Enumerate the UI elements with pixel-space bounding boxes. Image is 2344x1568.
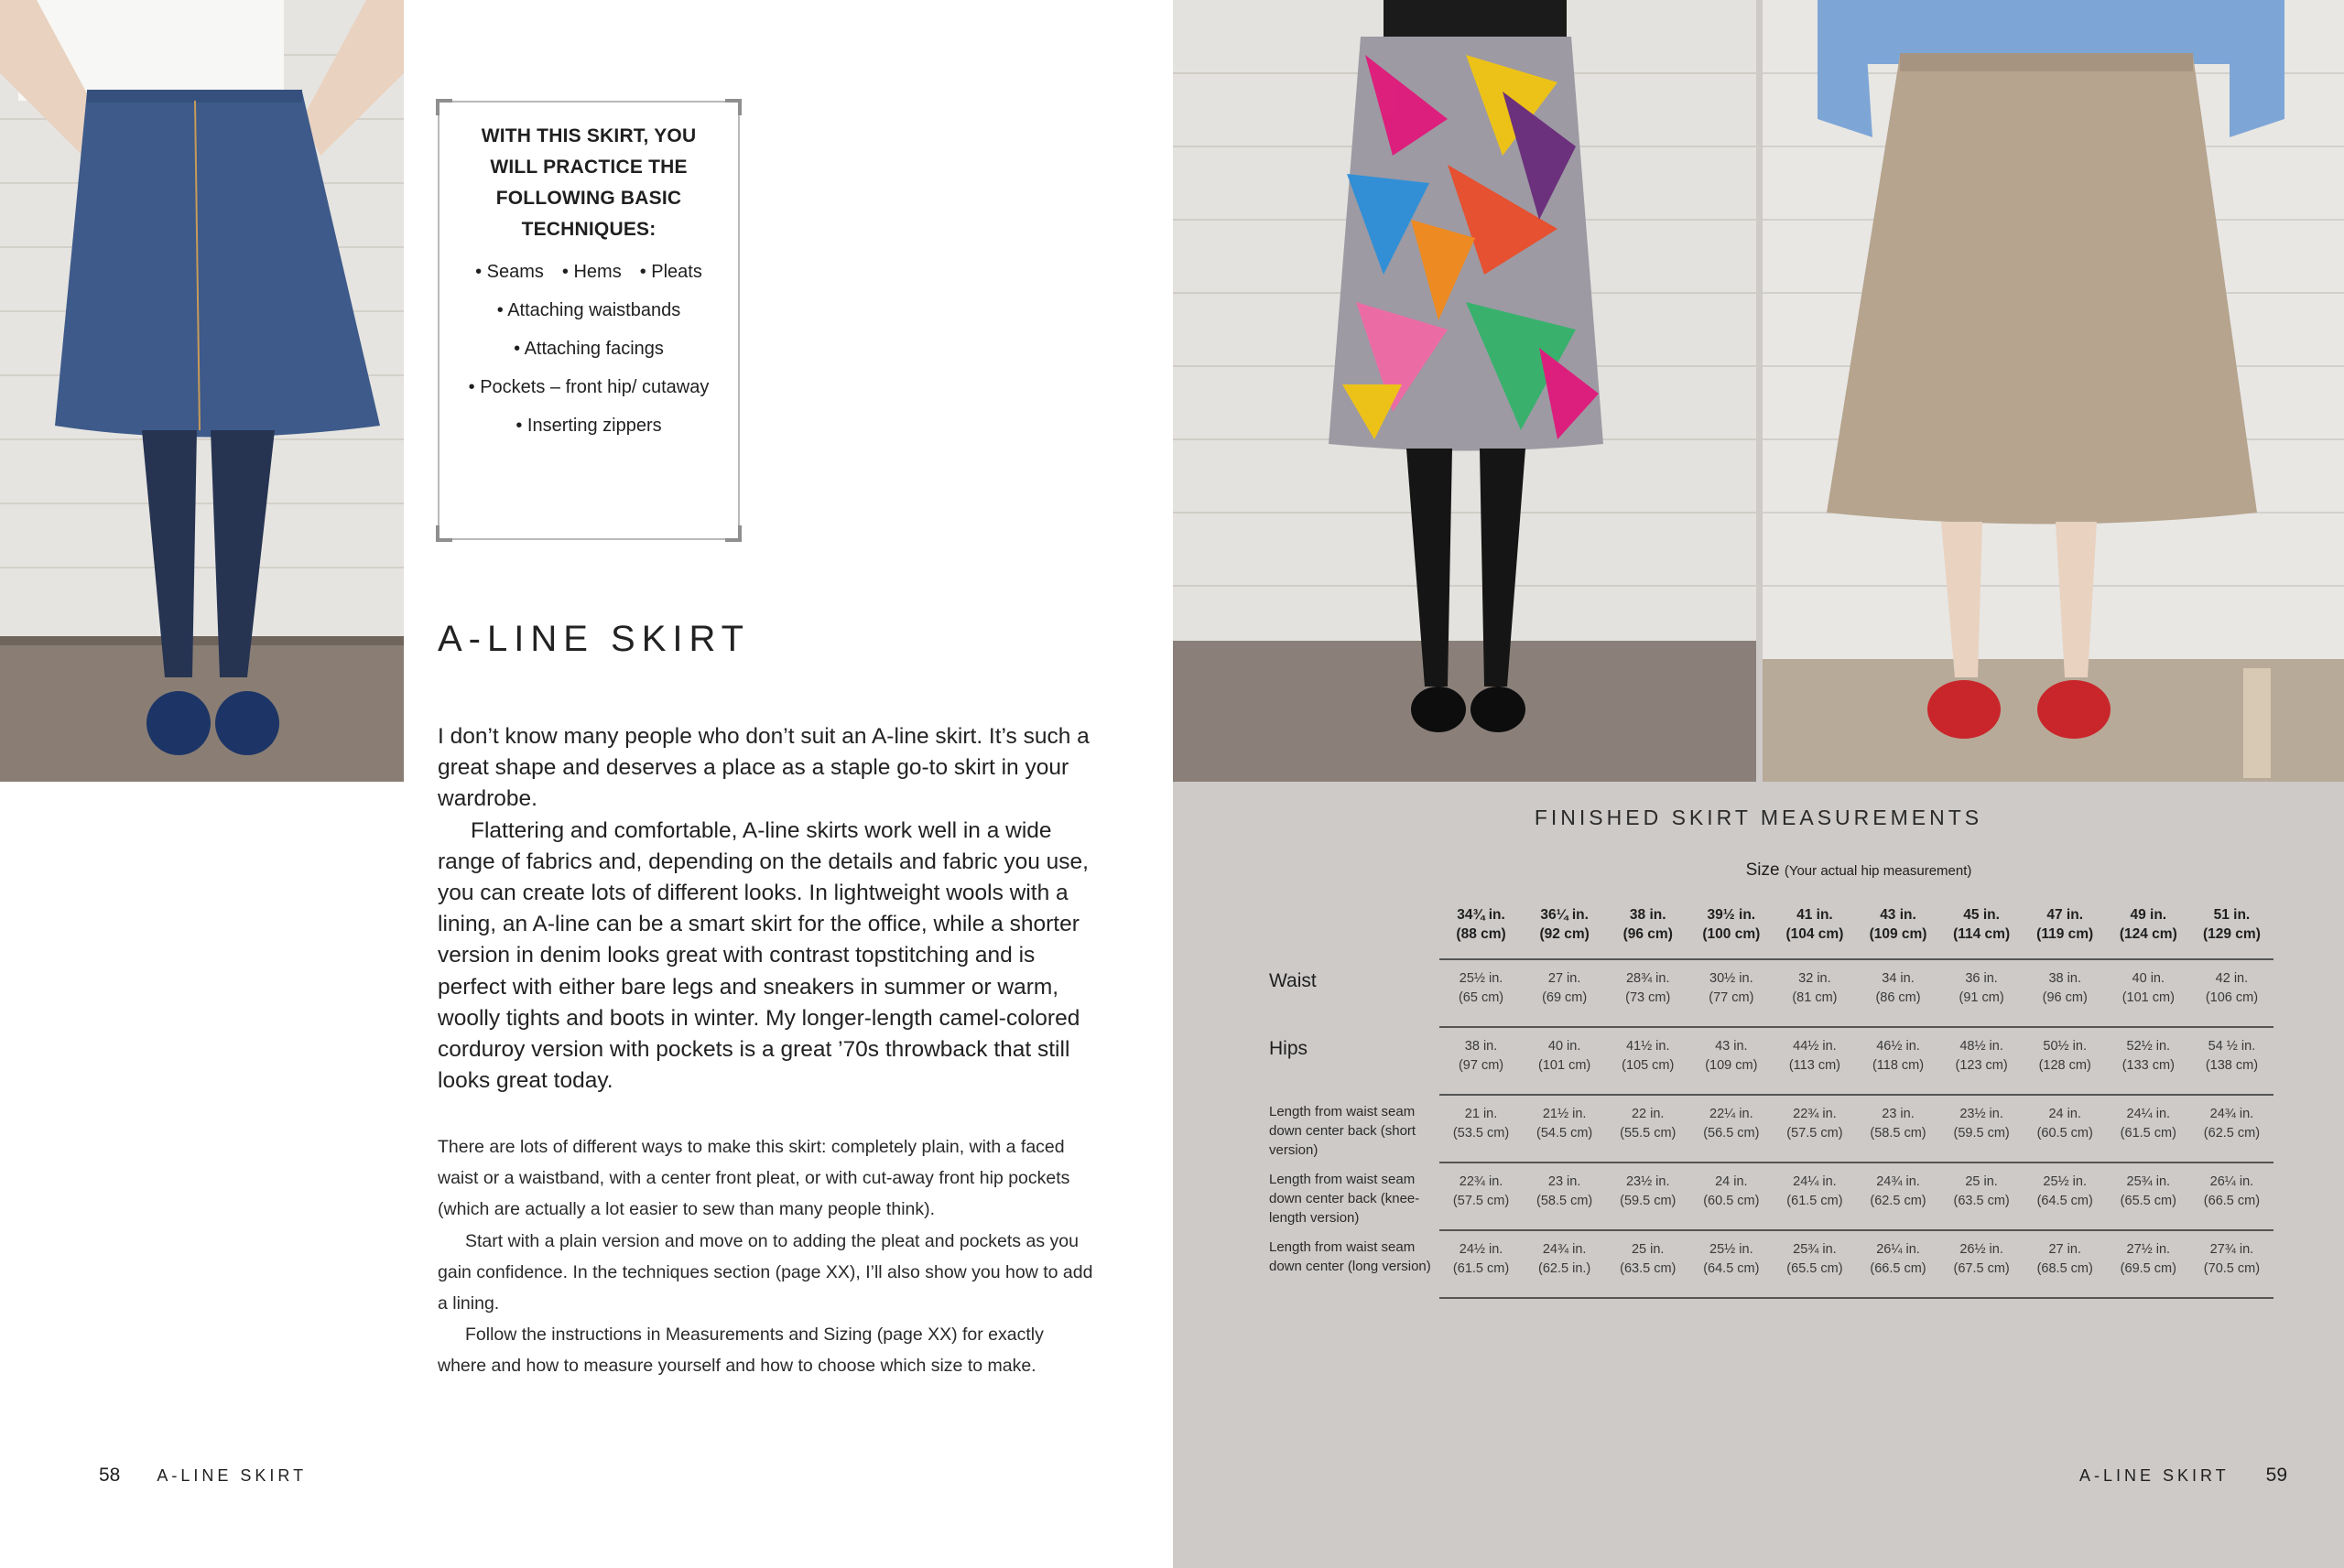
row-label: Length from waist seam down center back (knee-length version) [1269, 1172, 1420, 1226]
measurement-value: 40 in. [2132, 971, 2165, 986]
measurement-cell [1523, 1095, 1606, 1162]
size-column-header [1439, 902, 1523, 959]
row-label: Length from waist seam down center back (short version) [1269, 1104, 1416, 1158]
measurement-value: 54 ½ in. [2208, 1039, 2256, 1054]
measurement-cell [1689, 1230, 1773, 1298]
size-column-header [2024, 902, 2107, 959]
size-value: 51 in. [2213, 907, 2251, 923]
measurement-cell [2107, 1230, 2190, 1298]
measurement-value: 24¼ in. [2126, 1107, 2171, 1121]
measurement-value: 34 in. [1882, 971, 1915, 986]
measurement-cell [2024, 1230, 2107, 1298]
callout-title: WITH THIS SKIRT, YOU WILL PRACTICE THE FOLLOWING BASIC TECHNIQUES: [481, 125, 697, 240]
measurement-value: (105 cm) [1622, 1058, 1675, 1073]
size-column-header [1606, 902, 1689, 959]
measurement-value: 26¼ in. [1876, 1242, 1920, 1257]
measurement-value: 25¾ in. [2126, 1174, 2171, 1189]
measurement-value: 43 in. [1715, 1039, 1748, 1054]
measurement-cell [1856, 959, 1939, 1027]
measurement-value: (106 cm) [2205, 990, 2259, 1005]
size-value: (109 cm) [1869, 926, 1927, 942]
measurement-value: 22 in. [1631, 1107, 1665, 1121]
measurement-value: (59.5 cm) [1953, 1126, 2010, 1141]
size-column-header [1856, 902, 1939, 959]
table-row [1268, 1027, 2273, 1095]
list-item: • Attaching facings [514, 339, 664, 359]
page-number: 58 [99, 1465, 121, 1486]
technique-pleats: • Pleats [639, 262, 702, 282]
measurement-value: (55.5 cm) [1620, 1126, 1677, 1141]
measurement-cell [1773, 1230, 1856, 1298]
body-paragraph: There are lots of different ways to make this skirt: completely plain, with a faced waist or a waistband, with a center front pleat, or with cut-away front hip pockets (which are actually a lot easier to sew than many people think). [438, 1137, 1070, 1220]
measurement-value: 24¼ in. [1793, 1174, 1837, 1189]
measurement-value: 27½ in. [2126, 1242, 2171, 1257]
measurement-value: (58.5 cm) [1536, 1194, 1593, 1208]
measurement-value: (70.5 cm) [2203, 1261, 2261, 1276]
measurement-cell [1773, 959, 1856, 1027]
measurement-cell [2024, 1162, 2107, 1230]
measurement-value: 26¼ in. [2209, 1174, 2254, 1189]
measurement-value: 27 in. [1547, 971, 1581, 986]
measurement-value: (133 cm) [2122, 1058, 2175, 1073]
measurement-value: 50½ in. [2043, 1039, 2087, 1054]
left-folio [99, 1465, 307, 1487]
measurement-cell [1523, 959, 1606, 1027]
measurement-value: (60.5 cm) [2036, 1126, 2093, 1141]
measurement-value: 23½ in. [1625, 1174, 1670, 1189]
measurement-value: 25 in. [1965, 1174, 1998, 1189]
measurement-value: 44½ in. [1793, 1039, 1837, 1054]
size-value: 47 in. [2046, 907, 2084, 923]
measurement-value: (68.5 cm) [2036, 1261, 2093, 1276]
corner-mark [725, 99, 742, 115]
measurement-cell [1856, 1230, 1939, 1298]
table-row [1268, 1230, 2273, 1298]
measurement-cell [1523, 1162, 1606, 1230]
size-note: (Your actual hip measurement) [1784, 863, 1972, 879]
size-value: (92 cm) [1539, 926, 1590, 942]
measurement-value: (69.5 cm) [2120, 1261, 2176, 1276]
measurement-value: (138 cm) [2205, 1058, 2259, 1073]
measurement-value: 25½ in. [1459, 971, 1503, 986]
measurement-value: (61.5 cm) [1452, 1261, 1510, 1276]
technique-hems: • Hems [561, 262, 622, 282]
size-column-header [1773, 902, 1856, 959]
list-item: • Attaching waistbands [496, 300, 681, 320]
measurement-cell [1773, 1162, 1856, 1230]
table-row [1268, 959, 2273, 1027]
measurement-value: (58.5 cm) [1870, 1126, 1926, 1141]
measurement-cell [1606, 1162, 1689, 1230]
right-folio [2079, 1465, 2287, 1487]
measurement-value: (53.5 cm) [1452, 1126, 1510, 1141]
size-value: (114 cm) [1953, 926, 2011, 942]
measurement-cell [1606, 959, 1689, 1027]
measurement-cell [1856, 1095, 1939, 1162]
measurement-cell [2024, 1027, 2107, 1095]
table-row [1268, 1162, 2273, 1230]
running-head: A-LINE SKIRT [2078, 1466, 2230, 1485]
size-value: (96 cm) [1622, 926, 1673, 942]
measurement-value: 24 in. [1715, 1174, 1748, 1189]
measurement-value: 41½ in. [1625, 1039, 1670, 1054]
measurement-cell [2107, 959, 2190, 1027]
measurement-value: (91 cm) [1959, 990, 2004, 1005]
size-value: 39½ in. [1707, 907, 1756, 923]
measurement-value: 22¾ in. [1459, 1174, 1503, 1189]
measurement-cell [1940, 1162, 2024, 1230]
table-title: FINISHED SKIRT MEASUREMENTS [1534, 806, 1983, 829]
measurement-value: 22¾ in. [1793, 1107, 1837, 1121]
measurement-cell [1439, 959, 1523, 1027]
measurement-cell [1773, 1095, 1856, 1162]
measurement-value: (57.5 cm) [1452, 1194, 1510, 1208]
measurement-value: (61.5 cm) [1786, 1194, 1843, 1208]
measurement-value: 24¾ in. [2209, 1107, 2254, 1121]
measurement-cell [1689, 959, 1773, 1027]
camel-skirt-photo [1763, 0, 2344, 782]
body-paragraph: Start with a plain version and move on to adding the pleat and pockets as you gain confidence. In the techniques section (page XX), I’ll also show you how to add a lining. [438, 1230, 1093, 1314]
list-item: • Pockets – front hip/ cutaway [468, 377, 710, 397]
measurement-value: 24¾ in. [1876, 1174, 1920, 1189]
measurement-value: 46½ in. [1876, 1039, 1920, 1054]
measurement-value: 24 in. [2048, 1107, 2081, 1121]
measurement-cell [1856, 1162, 1939, 1230]
measurement-cell [2107, 1095, 2190, 1162]
measurement-value: (109 cm) [1705, 1058, 1758, 1073]
measurement-cell [2107, 1162, 2190, 1230]
row-label: Length from waist seam down center (long version) [1269, 1239, 1431, 1274]
measurement-value: (65.5 cm) [1786, 1261, 1843, 1276]
measurement-value: (65.5 cm) [2120, 1194, 2176, 1208]
measurement-value: 28¾ in. [1625, 971, 1670, 986]
list-item: • Inserting zippers [515, 416, 662, 436]
measurement-cell [1439, 1230, 1523, 1298]
measurement-value: 25¾ in. [1793, 1242, 1837, 1257]
measurement-cell [1689, 1027, 1773, 1095]
measurement-value: (118 cm) [1872, 1058, 1925, 1073]
table-corner-cell [1268, 902, 1439, 959]
corner-mark [725, 525, 742, 542]
size-column-header [2190, 902, 2273, 959]
measurement-value: 25½ in. [2043, 1174, 2087, 1189]
size-column-header [1523, 902, 1606, 959]
measurement-value: (67.5 cm) [1953, 1261, 2010, 1276]
measurement-cell [1439, 1027, 1523, 1095]
size-value: (119 cm) [2036, 926, 2094, 942]
measurement-cell [1856, 1027, 1939, 1095]
measurement-cell [1689, 1095, 1773, 1162]
measurement-value: 25½ in. [1709, 1242, 1753, 1257]
techniques-list [440, 258, 738, 439]
measurement-value: (101 cm) [2122, 990, 2175, 1005]
measurement-value: 23 in. [1547, 1174, 1581, 1189]
measurement-cell [1523, 1230, 1606, 1298]
measurement-value: (62.5 cm) [1870, 1194, 1926, 1208]
measurements-table [1268, 902, 2273, 1299]
size-value: (124 cm) [2119, 926, 2177, 942]
size-value: (100 cm) [1702, 926, 1761, 942]
body-text [438, 1131, 1097, 1382]
list-item [467, 258, 711, 286]
measurement-value: (56.5 cm) [1703, 1126, 1760, 1141]
measurement-value: 27¾ in. [2209, 1242, 2254, 1257]
measurement-value: (77 cm) [1709, 990, 1754, 1005]
running-head: A-LINE SKIRT [157, 1466, 308, 1485]
measurement-value: (62.5 in.) [1538, 1261, 1591, 1276]
measurement-value: (101 cm) [1538, 1058, 1591, 1073]
size-value: (129 cm) [2202, 926, 2261, 942]
measurement-cell [1940, 1027, 2024, 1095]
measurement-value: 26½ in. [1959, 1242, 2003, 1257]
size-value: (104 cm) [1785, 926, 1844, 942]
size-value: 49 in. [2130, 907, 2167, 923]
measurement-value: 25 in. [1631, 1242, 1665, 1257]
measurement-cell [1606, 1095, 1689, 1162]
measurement-value: (59.5 cm) [1620, 1194, 1677, 1208]
measurement-cell [2024, 1095, 2107, 1162]
measurement-cell [1439, 1162, 1523, 1230]
measurement-cell [2190, 1095, 2273, 1162]
measurement-value: 38 in. [1464, 1039, 1498, 1054]
measurement-cell [1606, 1027, 1689, 1095]
measurement-value: (113 cm) [1788, 1058, 1840, 1073]
corner-mark [436, 525, 452, 542]
measurement-value: (66.5 cm) [2203, 1194, 2261, 1208]
size-value: 38 in. [1629, 907, 1666, 923]
size-value: 45 in. [1963, 907, 2000, 923]
measurement-value: 48½ in. [1959, 1039, 2003, 1054]
measurement-value: (86 cm) [1875, 990, 1921, 1005]
technique-seams: • Seams [475, 262, 544, 282]
measurement-value: 22¼ in. [1709, 1107, 1753, 1121]
body-paragraph: Follow the instructions in Measurements and Sizing (page XX) for exactly where and how to measure yourself and how to choose which size to make. [438, 1325, 1044, 1377]
measurement-cell [1606, 1230, 1689, 1298]
measurement-value: (60.5 cm) [1703, 1194, 1760, 1208]
measurement-value: (54.5 cm) [1536, 1126, 1593, 1141]
measurement-cell [2024, 959, 2107, 1027]
measurement-value: 23½ in. [1959, 1107, 2003, 1121]
measurement-cell [1940, 1095, 2024, 1162]
measurement-value: (64.5 cm) [1703, 1261, 1760, 1276]
measurement-value: 42 in. [2215, 971, 2249, 986]
intro-paragraph: Flattering and comfortable, A-line skirts work well in a wide range of fabrics and, depending on the details and fabric you use, you can create lots of different looks. In lightweight wools with a lining, an A-line can be a smart skirt for the office, while a shorter version in denim looks great with contrast topstitching and is perfect with either bare legs and sneakers in summer or warm, woolly tights and boots in winter. My longer-length camel-colored corduroy version with pockets is a great ’70s throwback that still looks great today. [438, 817, 1089, 1094]
techniques-callout [438, 101, 740, 540]
measurement-cell [1439, 1095, 1523, 1162]
measurement-value: 21 in. [1464, 1107, 1498, 1121]
measurement-cell [1773, 1027, 1856, 1095]
measurement-value: 36 in. [1965, 971, 1998, 986]
measurement-value: 24½ in. [1459, 1242, 1503, 1257]
measurement-cell [1523, 1027, 1606, 1095]
measurement-value: 21½ in. [1542, 1107, 1587, 1121]
measurement-value: 40 in. [1547, 1039, 1581, 1054]
size-value: 34¾ in. [1457, 907, 1505, 923]
measurement-value: (62.5 cm) [2203, 1126, 2261, 1141]
measurement-value: (81 cm) [1792, 990, 1838, 1005]
size-value: 36¼ in. [1540, 907, 1589, 923]
size-header-row [1268, 902, 2273, 959]
measurement-cell [2190, 959, 2273, 1027]
size-column-header [1689, 902, 1773, 959]
printed-skirt-photo [1173, 0, 1756, 782]
measurement-value: 27 in. [2048, 1242, 2081, 1257]
measurement-value: (66.5 cm) [1870, 1261, 1926, 1276]
measurement-value: 52½ in. [2126, 1039, 2171, 1054]
size-value: (88 cm) [1456, 926, 1506, 942]
measurement-value: (65 cm) [1458, 990, 1504, 1005]
measurement-value: (69 cm) [1542, 990, 1588, 1005]
measurement-value: (96 cm) [2042, 990, 2088, 1005]
measurement-value: (97 cm) [1458, 1058, 1504, 1073]
measurement-cell [2190, 1162, 2273, 1230]
measurement-value: (63.5 cm) [1953, 1194, 2010, 1208]
row-label: Waist [1269, 970, 1317, 991]
size-value: 43 in. [1880, 907, 1916, 923]
size-value: 41 in. [1796, 907, 1833, 923]
size-column-header [1940, 902, 2024, 959]
intro-paragraph: I don’t know many people who don’t suit an A-line skirt. It’s such a great shape and deserves a place as a staple go-to skirt in your wardrobe. [438, 724, 1090, 812]
measurement-value: 23 in. [1882, 1107, 1915, 1121]
measurement-value: (73 cm) [1625, 990, 1671, 1005]
measurement-value: 38 in. [2048, 971, 2081, 986]
measurement-cell [1940, 959, 2024, 1027]
measurement-value: 32 in. [1798, 971, 1831, 986]
measurement-value: (64.5 cm) [2036, 1194, 2093, 1208]
measurement-value: (123 cm) [1955, 1058, 2008, 1073]
intro-text [438, 721, 1097, 1097]
measurement-value: (128 cm) [2038, 1058, 2091, 1073]
measurement-cell [1940, 1230, 2024, 1298]
measurement-value: 24¾ in. [1542, 1242, 1587, 1257]
page-title: A-LINE SKIRT [438, 619, 751, 659]
size-label: Size [1745, 860, 1780, 880]
page-number: 59 [2265, 1465, 2287, 1486]
denim-skirt-photo [0, 0, 404, 782]
size-caption [1438, 860, 2280, 881]
row-label: Hips [1269, 1038, 1308, 1059]
measurement-cell [2190, 1230, 2273, 1298]
measurement-cell [2107, 1027, 2190, 1095]
measurement-value: (57.5 cm) [1786, 1126, 1843, 1141]
measurement-value: (63.5 cm) [1620, 1261, 1677, 1276]
table-row [1268, 1095, 2273, 1162]
measurement-value: (61.5 cm) [2120, 1126, 2176, 1141]
size-column-header [2107, 902, 2190, 959]
corner-mark [436, 99, 452, 115]
measurement-cell [1689, 1162, 1773, 1230]
measurement-value: 30½ in. [1709, 971, 1753, 986]
measurement-cell [2190, 1027, 2273, 1095]
